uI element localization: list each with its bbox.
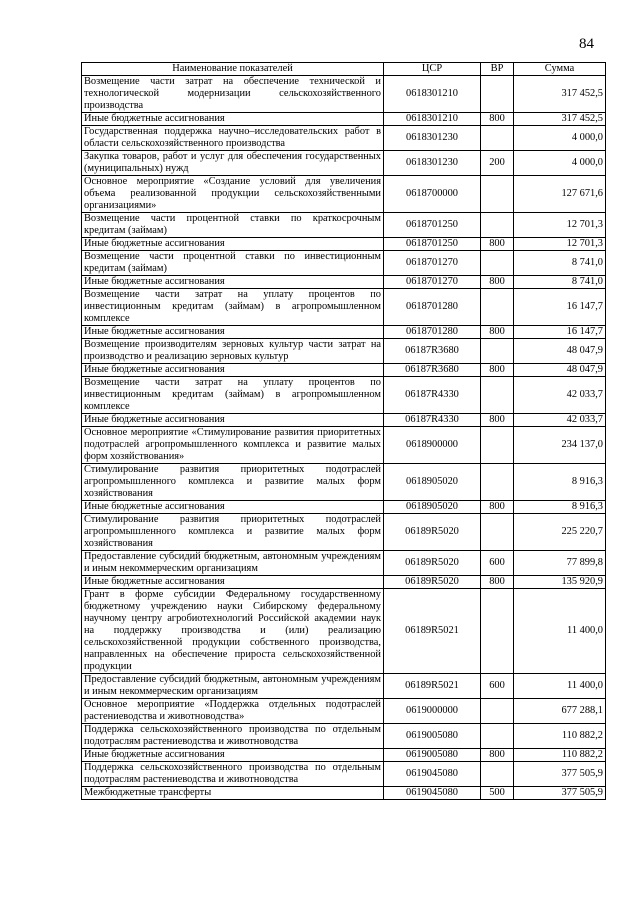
table-row <box>82 551 606 576</box>
row-csr: 06189R5020 <box>384 576 481 589</box>
row-vr <box>481 76 514 113</box>
row-csr: 0618701270 <box>384 251 481 276</box>
row-name: Грант в форме субсидии Федеральному государственному бюджетному учреждению науки Сибирскому федеральному научному центру агробиотехнологий Российской академии наук на поддержку производства и (или) реализацию сельскохозяйственной продукции собственного производства, направленных на обеспечение прироста сельскохозяйственной продукции <box>82 589 384 674</box>
table-row <box>82 762 606 787</box>
table-row <box>82 464 606 501</box>
row-name: Иные бюджетные ассигнования <box>82 276 384 289</box>
row-name: Государственная поддержка научно–исследовательских работ в области сельскохозяйственного производства <box>82 126 384 151</box>
row-vr <box>481 699 514 724</box>
row-vr <box>481 176 514 213</box>
table-row <box>82 749 606 762</box>
row-name: Возмещение части затрат на обеспечение технической и технологической модернизации сельскохозяйственного производства <box>82 76 384 113</box>
row-vr <box>481 427 514 464</box>
table-row <box>82 76 606 113</box>
row-sum: 8 916,3 <box>514 464 606 501</box>
row-name: Закупка товаров, работ и услуг для обеспечения государственных (муниципальных) нужд <box>82 151 384 176</box>
table-row <box>82 339 606 364</box>
table-row <box>82 364 606 377</box>
table-row <box>82 176 606 213</box>
table-row <box>82 289 606 326</box>
row-name: Иные бюджетные ассигнования <box>82 749 384 762</box>
row-name: Предоставление субсидий бюджетным, автономным учреждениям и иным некоммерческим организациям <box>82 674 384 699</box>
row-sum: 377 505,9 <box>514 762 606 787</box>
header-vr: ВР <box>481 63 514 76</box>
row-sum: 48 047,9 <box>514 364 606 377</box>
row-name: Иные бюджетные ассигнования <box>82 113 384 126</box>
row-sum: 8 741,0 <box>514 251 606 276</box>
row-name: Стимулирование развития приоритетных подотраслей агропромышленного комплекса и развитие малых форм хозяйствования <box>82 514 384 551</box>
row-name: Поддержка сельскохозяйственного производства по отдельным подотраслям растениеводства и животноводства <box>82 762 384 787</box>
page-number: 84 <box>579 36 594 52</box>
row-name: Возмещение части процентной ставки по инвестиционным кредитам (займам) <box>82 251 384 276</box>
row-sum: 110 882,2 <box>514 724 606 749</box>
table-row <box>82 787 606 800</box>
table-row <box>82 377 606 414</box>
row-name: Предоставление субсидий бюджетным, автономным учреждениям и иным некоммерческим организациям <box>82 551 384 576</box>
row-csr: 0618301210 <box>384 76 481 113</box>
row-sum: 127 671,6 <box>514 176 606 213</box>
row-vr <box>481 724 514 749</box>
row-sum: 8 916,3 <box>514 501 606 514</box>
table-row <box>82 113 606 126</box>
row-sum: 77 899,8 <box>514 551 606 576</box>
row-csr: 06187R4330 <box>384 377 481 414</box>
row-csr: 0619045080 <box>384 787 481 800</box>
row-csr: 0618700000 <box>384 176 481 213</box>
row-vr <box>481 589 514 674</box>
row-name: Стимулирование развития приоритетных подотраслей агропромышленного комплекса и развитие малых форм хозяйствования <box>82 464 384 501</box>
row-csr: 0618701280 <box>384 289 481 326</box>
row-sum: 12 701,3 <box>514 213 606 238</box>
table-row <box>82 251 606 276</box>
row-csr: 06189R5020 <box>384 551 481 576</box>
row-csr: 06189R5020 <box>384 514 481 551</box>
table-row <box>82 276 606 289</box>
row-csr: 0618301230 <box>384 151 481 176</box>
row-sum: 16 147,7 <box>514 289 606 326</box>
row-csr: 0618905020 <box>384 464 481 501</box>
row-sum: 377 505,9 <box>514 787 606 800</box>
row-name: Основное мероприятие «Создание условий для увеличения объема реализованной продукции сельскохозяйственными организациями» <box>82 176 384 213</box>
row-name: Основное мероприятие «Поддержка отдельных подотраслей растениеводства и животноводства» <box>82 699 384 724</box>
row-csr: 0619005080 <box>384 749 481 762</box>
row-sum: 12 701,3 <box>514 238 606 251</box>
table-row <box>82 724 606 749</box>
row-name: Иные бюджетные ассигнования <box>82 326 384 339</box>
row-csr: 0619000000 <box>384 699 481 724</box>
row-csr: 06187R3680 <box>384 339 481 364</box>
row-csr: 0618905020 <box>384 501 481 514</box>
row-vr: 800 <box>481 576 514 589</box>
row-csr: 0618301230 <box>384 126 481 151</box>
row-vr: 600 <box>481 674 514 699</box>
row-vr <box>481 289 514 326</box>
row-vr: 800 <box>481 749 514 762</box>
row-name: Поддержка сельскохозяйственного производства по отдельным подотраслям растениеводства и животноводства <box>82 724 384 749</box>
row-vr: 800 <box>481 414 514 427</box>
row-name: Иные бюджетные ассигнования <box>82 364 384 377</box>
row-name: Межбюджетные трансферты <box>82 787 384 800</box>
row-vr: 800 <box>481 326 514 339</box>
header-csr: ЦСР <box>384 63 481 76</box>
row-vr <box>481 464 514 501</box>
row-sum: 225 220,7 <box>514 514 606 551</box>
budget-table <box>81 62 606 800</box>
row-vr: 600 <box>481 551 514 576</box>
row-sum: 677 288,1 <box>514 699 606 724</box>
row-name: Иные бюджетные ассигнования <box>82 414 384 427</box>
row-vr <box>481 251 514 276</box>
table-row <box>82 514 606 551</box>
table-body <box>82 76 606 800</box>
row-sum: 42 033,7 <box>514 377 606 414</box>
row-csr: 0619005080 <box>384 724 481 749</box>
row-csr: 0618301210 <box>384 113 481 126</box>
table-row <box>82 699 606 724</box>
row-sum: 110 882,2 <box>514 749 606 762</box>
table-row <box>82 576 606 589</box>
row-vr <box>481 126 514 151</box>
row-csr: 06189R5021 <box>384 674 481 699</box>
row-sum: 234 137,0 <box>514 427 606 464</box>
row-sum: 11 400,0 <box>514 674 606 699</box>
row-csr: 06189R5021 <box>384 589 481 674</box>
row-sum: 317 452,5 <box>514 113 606 126</box>
row-vr: 800 <box>481 113 514 126</box>
header-sum: Сумма <box>514 63 606 76</box>
row-name: Возмещение части затрат на уплату процентов по инвестиционным кредитам (займам) в агропромышленном комплексе <box>82 289 384 326</box>
row-sum: 42 033,7 <box>514 414 606 427</box>
row-csr: 06187R3680 <box>384 364 481 377</box>
row-vr: 800 <box>481 238 514 251</box>
table-header-row <box>82 63 606 76</box>
row-sum: 317 452,5 <box>514 76 606 113</box>
row-name: Возмещение части процентной ставки по краткосрочным кредитам (займам) <box>82 213 384 238</box>
row-sum: 4 000,0 <box>514 126 606 151</box>
row-sum: 48 047,9 <box>514 339 606 364</box>
row-sum: 8 741,0 <box>514 276 606 289</box>
table-row <box>82 213 606 238</box>
header-name: Наименование показателей <box>82 63 384 76</box>
row-name: Иные бюджетные ассигнования <box>82 501 384 514</box>
row-vr <box>481 213 514 238</box>
table-row <box>82 589 606 674</box>
row-csr: 06187R4330 <box>384 414 481 427</box>
table-row <box>82 151 606 176</box>
row-vr <box>481 762 514 787</box>
table-row <box>82 326 606 339</box>
table-row <box>82 238 606 251</box>
row-sum: 135 920,9 <box>514 576 606 589</box>
row-name: Возмещение производителям зерновых культур части затрат на производство и реализацию зерновых культур <box>82 339 384 364</box>
table-row <box>82 427 606 464</box>
table-row <box>82 674 606 699</box>
row-vr: 800 <box>481 364 514 377</box>
row-csr: 0618701270 <box>384 276 481 289</box>
row-name: Иные бюджетные ассигнования <box>82 238 384 251</box>
row-vr <box>481 339 514 364</box>
row-csr: 0618701280 <box>384 326 481 339</box>
row-name: Основное мероприятие «Стимулирование развития приоритетных подотраслей агропромышленного комплекса и развитие малых форм хозяйствования» <box>82 427 384 464</box>
row-csr: 0618900000 <box>384 427 481 464</box>
row-vr <box>481 377 514 414</box>
row-vr: 800 <box>481 501 514 514</box>
row-name: Иные бюджетные ассигнования <box>82 576 384 589</box>
row-sum: 11 400,0 <box>514 589 606 674</box>
row-sum: 4 000,0 <box>514 151 606 176</box>
row-csr: 0619045080 <box>384 762 481 787</box>
row-sum: 16 147,7 <box>514 326 606 339</box>
table-row <box>82 501 606 514</box>
table-row <box>82 126 606 151</box>
row-vr: 500 <box>481 787 514 800</box>
row-csr: 0618701250 <box>384 213 481 238</box>
table-row <box>82 414 606 427</box>
row-vr <box>481 514 514 551</box>
row-vr: 800 <box>481 276 514 289</box>
row-vr: 200 <box>481 151 514 176</box>
row-csr: 0618701250 <box>384 238 481 251</box>
row-name: Возмещение части затрат на уплату процентов по инвестиционным кредитам (займам) в агропромышленном комплексе <box>82 377 384 414</box>
